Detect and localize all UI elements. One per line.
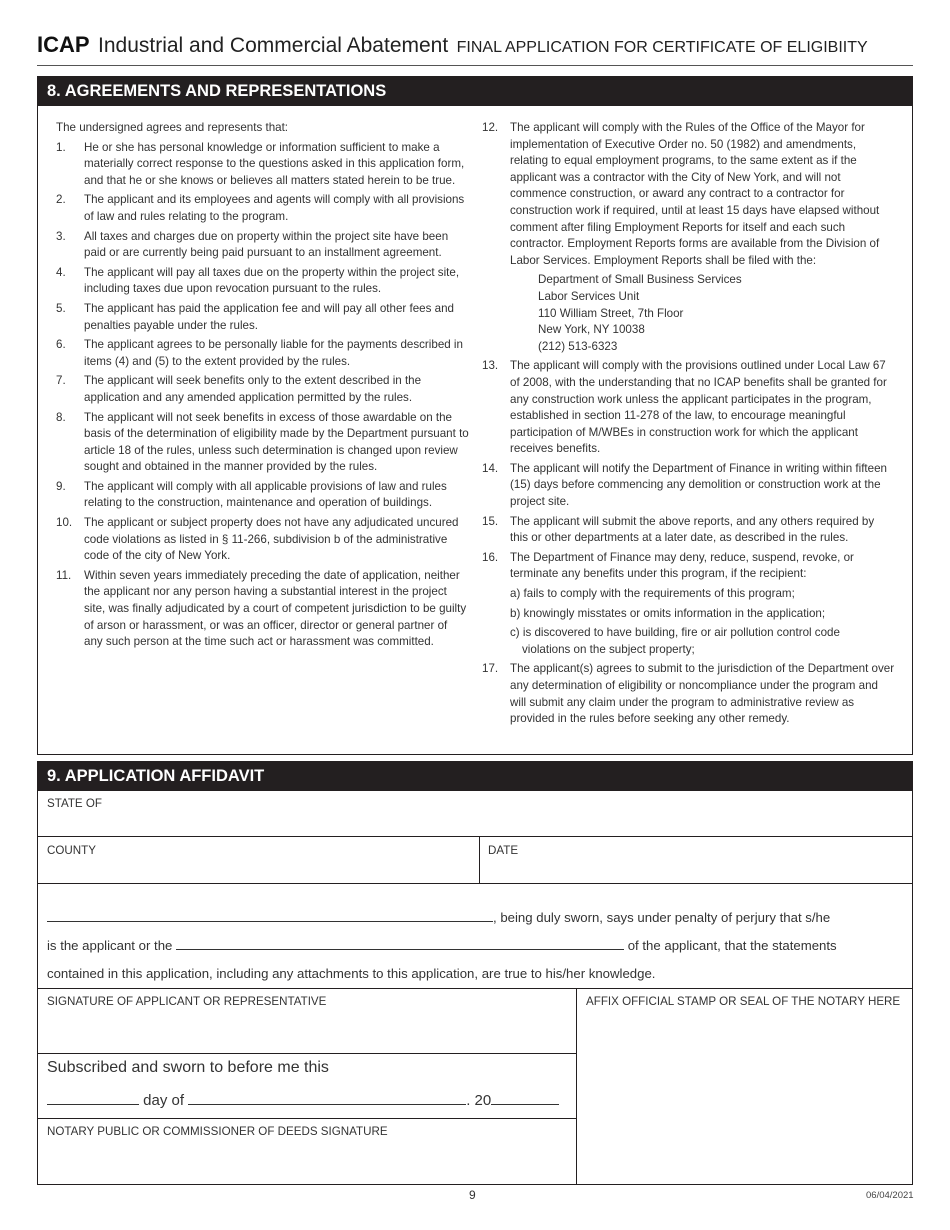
divider [37, 1118, 576, 1119]
divider [37, 883, 913, 884]
list-item: 7. The applicant will seek benefits only to the extent described in the application and any amended application permitted by the rules. [56, 374, 422, 404]
notary-stamp-area: AFFIX OFFICIAL STAMP OR SEAL OF THE NOTARY HERE [586, 995, 901, 1008]
sub-item-a: a) fails to comply with the requirements of this program; [510, 587, 795, 601]
sworn-statement-line-2: is the applicant or the of the applicant, that the statements [47, 938, 837, 953]
list-item: 15. The applicant will submit the above reports, and any others required by this or other departments at a later date, as described in the rules. [482, 514, 875, 545]
subscribed-text: Subscribed and sworn to before me this [47, 1059, 329, 1076]
labor-services-address: Department of Small Business Services Labor Services Unit 110 William Street, 7th Floor New York, NY 10038 (212) 513-6323 [538, 273, 742, 353]
day-of-line: day of . 20 [47, 1092, 559, 1109]
list-item: 9. The applicant will comply with all applicable provisions of law and rules relating to the construction, maintenance and operation of buildings. [56, 479, 447, 510]
year-field[interactable] [491, 1093, 559, 1105]
sworn-statement-line-1: , being duly sworn, says under penalty of perjury that s/he [47, 910, 830, 925]
list-item: 2. The applicant and its employees and agents will comply with all provisions of law and rules relating to the program. [56, 193, 465, 223]
date-field[interactable]: DATE [488, 844, 519, 857]
list-item: 5. The applicant has paid the application fee and will pay all other fees and penalties payable under the rules. [56, 301, 454, 332]
day-field[interactable] [47, 1093, 139, 1105]
list-item: 6. The applicant agrees to be personally liable for the payments described in items (4) and (5) to the extent provided by the rules. [56, 338, 463, 368]
sub-item-b: b) knowingly misstates or omits information in the application; [510, 606, 826, 620]
form-title: FINAL APPLICATION FOR CERTIFICATE OF ELIGIBIITY [456, 39, 868, 56]
agreements-intro: The undersigned agrees and represents that: [56, 121, 289, 134]
county-field[interactable]: COUNTY [47, 844, 96, 857]
revision-date: 06/04/2021 [866, 1190, 914, 1201]
page-number: 9 [469, 1188, 476, 1202]
list-item: 12. The applicant will comply with the Rules of the Office of the Mayor for implementation of Executive Order no. 50 (1982) and amendments, relating to equal employment programs, to the same extent as if the applicant was a contractor with the City of New York, and will not commence construction, or award any contract to a contractor for construction work if required, until at least 15 days have elapsed without comment after filing Employment Reports for itself and each such contractor. Employment Reports forms are available from the Division of Labor Services. Employment Reports shall be filed with the: [482, 121, 880, 267]
section-9-title: 9. APPLICATION AFFIDAVIT [37, 761, 913, 791]
sworn-statement-line-3: contained in this application, including any attachments to this application, are true to his/her knowledge. [47, 966, 656, 981]
applicant-signature-field[interactable]: SIGNATURE OF APPLICANT OR REPRESENTATIVE [47, 995, 327, 1008]
state-field[interactable]: STATE OF [47, 797, 102, 810]
notary-signature-field[interactable]: NOTARY PUBLIC OR COMMISSIONER OF DEEDS SIGNATURE [47, 1125, 388, 1138]
agreements-left-column [56, 120, 469, 654]
affiant-name-field[interactable] [47, 910, 493, 922]
list-item: 17. The applicant(s) agrees to submit to the jurisdiction of the Department over any determination of eligibility or noncompliance under the program and will submit any claim under the program to administrative review as provided in the rules before seeking any other remedy. [482, 662, 895, 726]
agreements-right-column [482, 120, 895, 731]
brand-logo: ICAP [37, 32, 90, 57]
list-item: 8. The applicant will not seek benefits in excess of those awardable on the basis of the determination of eligibility made by the Department pursuant to article 18 of the rules, unless such determination is changed upon review sought and obtained in the manner provided by the rules. [56, 410, 469, 474]
divider [37, 836, 913, 837]
sub-item-c-continued: violations on the subject property; [522, 642, 695, 656]
list-item: 4. The applicant will pay all taxes due on the property within the project site, including taxes due upon revocation pursuant to the rules. [56, 265, 460, 296]
list-item: 1. He or she has personal knowledge or information sufficient to make a materially correct response to the questions asked in this application form, and that he or she knows or believes all matters stated herein to be true. [56, 140, 465, 187]
program-name: Industrial and Commercial Abatement [98, 34, 449, 57]
sub-item-c: c) is discovered to have building, fire or air pollution control code [510, 626, 840, 640]
list-item: 16. The Department of Finance may deny, reduce, suspend, revoke, or terminate any benefits under this program, if the recipient: [482, 550, 854, 581]
section-8-title: 8. AGREEMENTS AND REPRESENTATIONS [37, 76, 913, 106]
divider [576, 988, 577, 1185]
month-field[interactable] [188, 1093, 466, 1105]
list-item: 10. The applicant or subject property does not have any adjudicated uncured code violations as listed in § 11-266, subdivision b of the administrative code of the city of New York. [56, 516, 459, 563]
page-header [37, 32, 913, 66]
divider [37, 1053, 576, 1054]
list-item: 11. Within seven years immediately preceding the date of application, neither the applicant nor any person having a substantial interest in the project site, was finally adjudicated by a court of competent jurisdiction to be guilty of arson or harassment, or was an officer, director or general partner of any such person at the time such act or harassment was committed. [56, 568, 467, 649]
divider [479, 836, 480, 883]
applicant-role-field[interactable] [176, 938, 624, 950]
divider [37, 988, 913, 989]
list-item: 3. All taxes and charges due on property within the project site have been paid or are currently being paid pursuant to an installment agreement. [56, 229, 449, 260]
list-item: 13. The applicant will comply with the provisions outlined under Local Law 67 of 2008, with the understanding that no ICAP benefits shall be granted for any construction work unless the applicant participates in the program, established in section 11-278 of the law, to encourage meaningful participation of M/WBEs in construction work for which the applicant receives benefits. [482, 359, 887, 456]
list-item: 14. The applicant will notify the Department of Finance in writing within fifteen (15) days before commencing any demolition or construction work at the project site. [482, 461, 887, 509]
